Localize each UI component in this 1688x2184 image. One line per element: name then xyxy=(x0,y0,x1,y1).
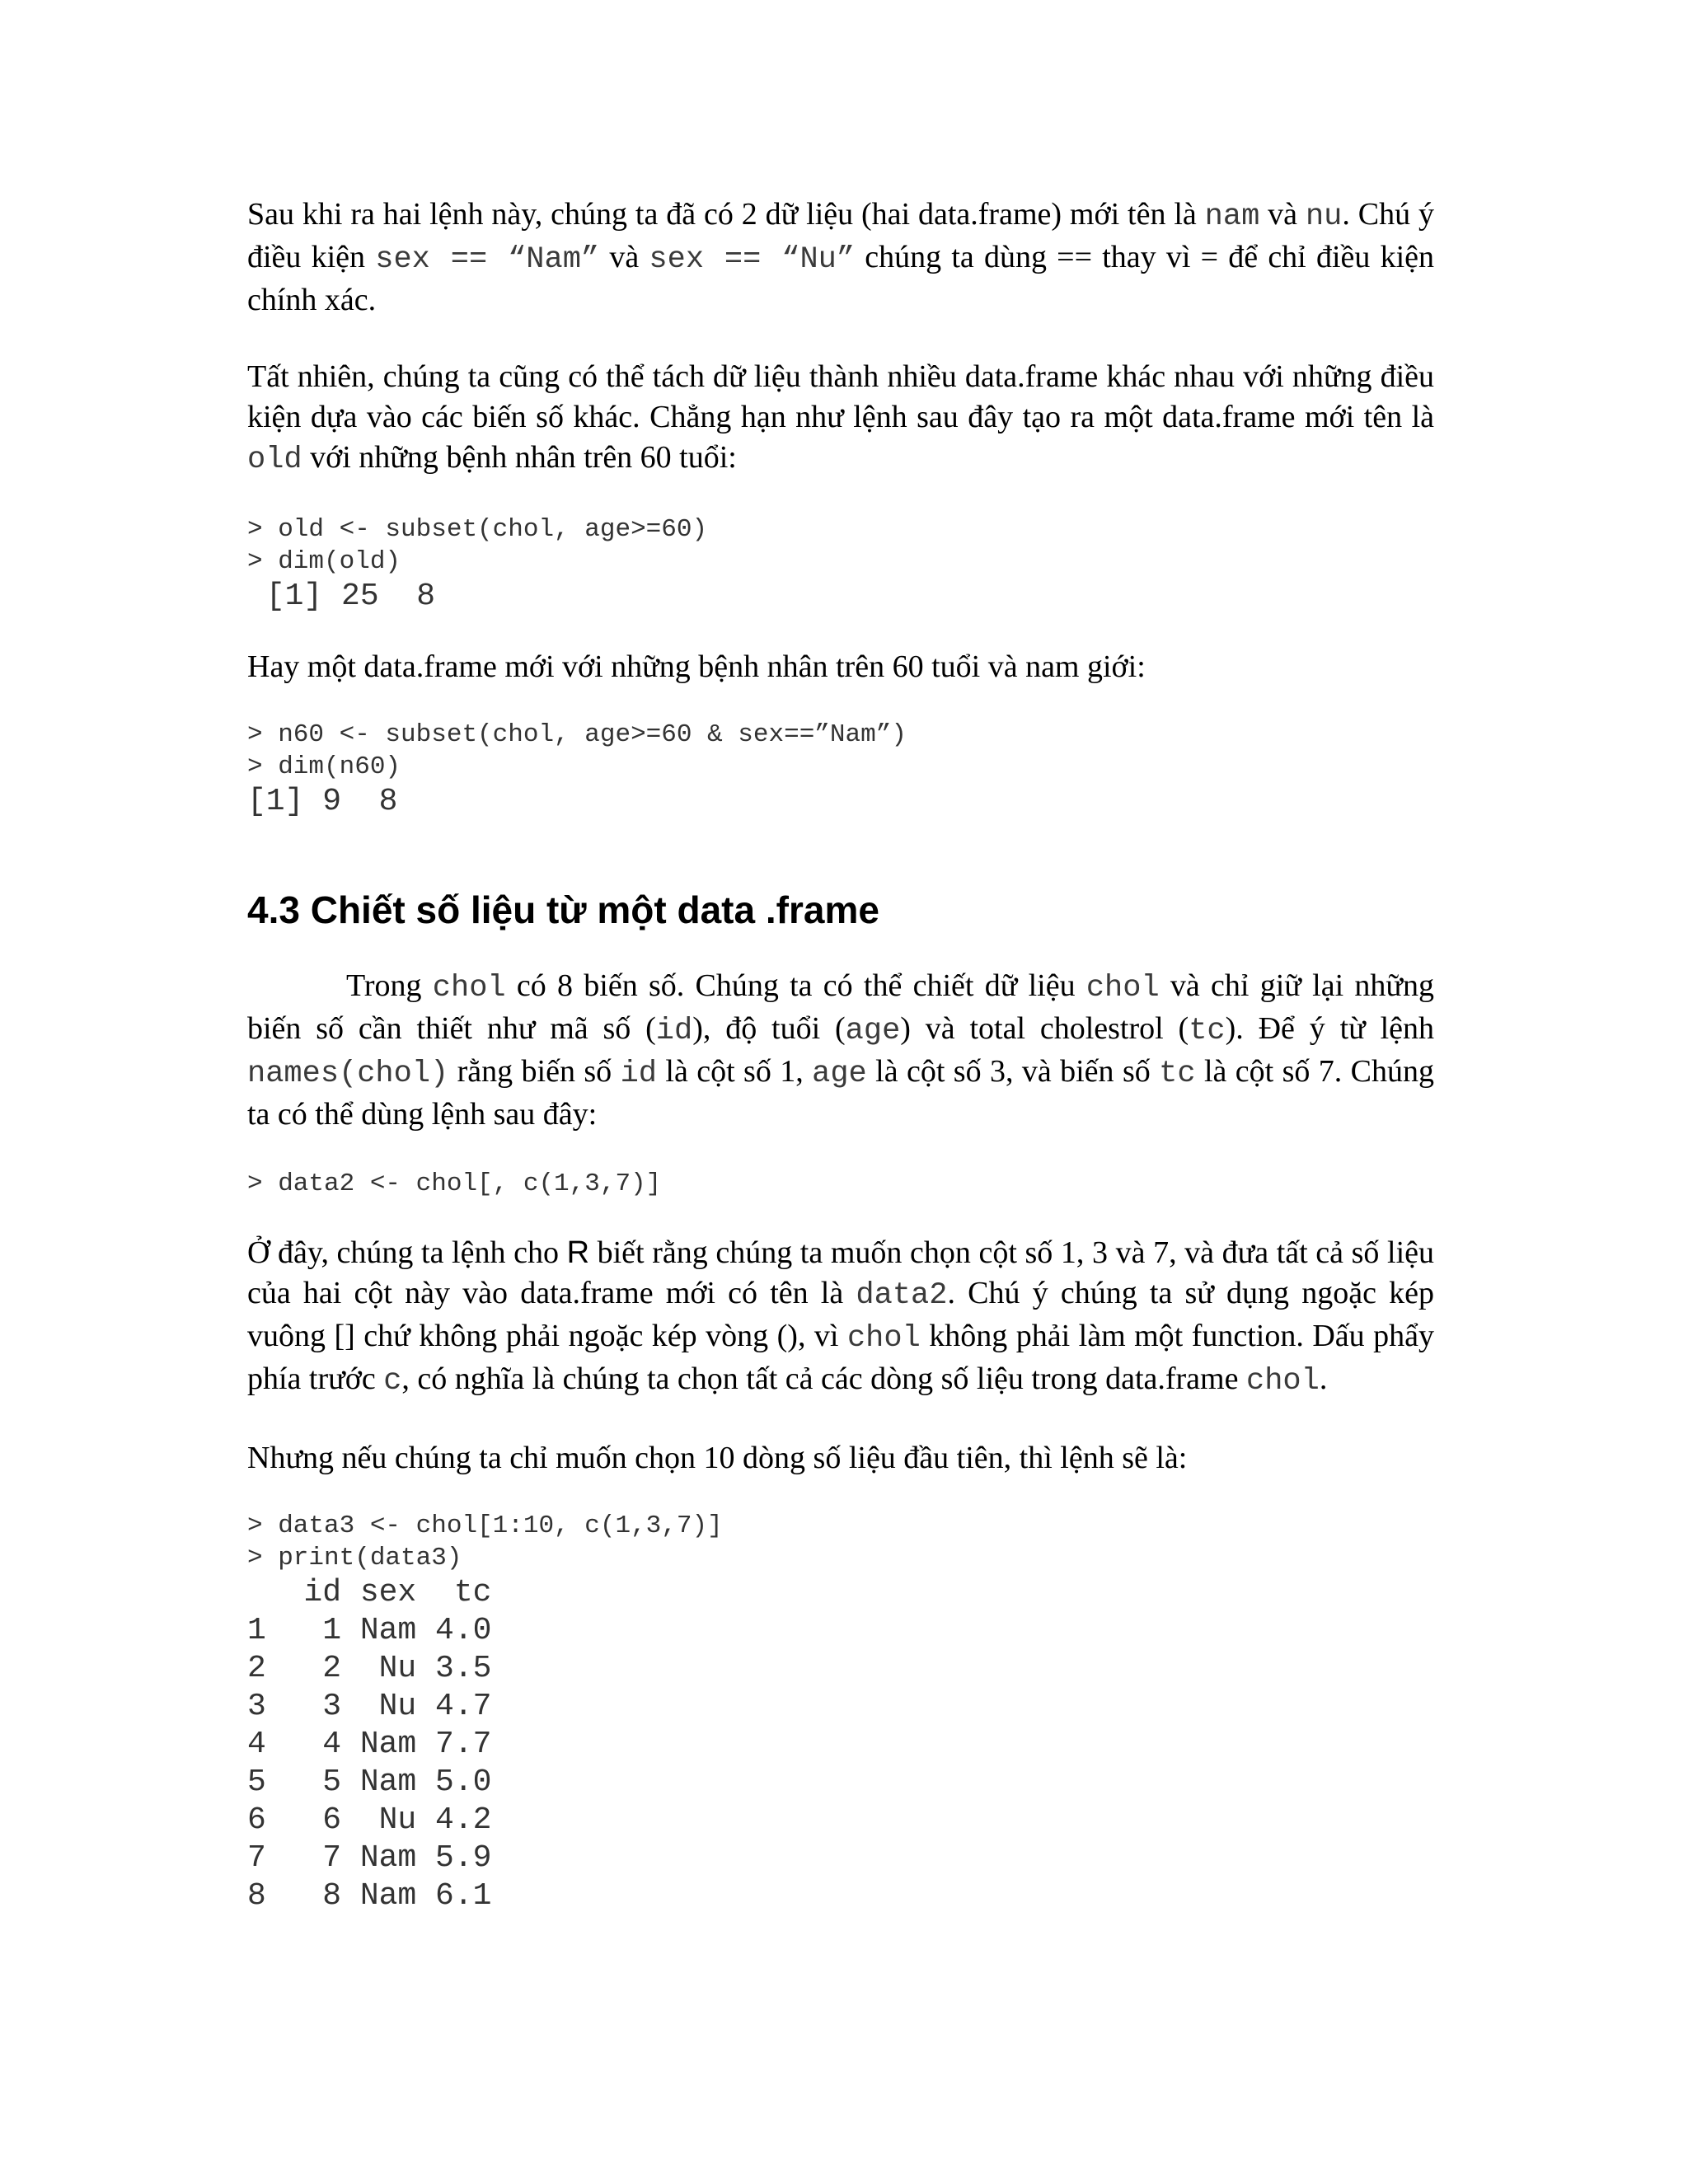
code-block-4 xyxy=(247,1510,1434,1915)
code-line: > print(data3) xyxy=(247,1544,462,1572)
text: ). Để ý từ lệnh xyxy=(1225,1011,1434,1046)
inline-code: id xyxy=(620,1057,657,1091)
inline-code: names(chol) xyxy=(247,1057,449,1091)
text: rằng biến số xyxy=(448,1054,621,1089)
output-table-row: 7 7 Nam 5.9 xyxy=(247,1840,492,1876)
text: ) và total cholestrol ( xyxy=(900,1011,1189,1046)
output-table-row: 2 2 Nu 3.5 xyxy=(247,1651,492,1686)
code-line: > data3 <- chol[1:10, c(1,3,7)] xyxy=(247,1511,723,1540)
code-block-1 xyxy=(247,513,1434,616)
output-table-row: 1 1 Nam 4.0 xyxy=(247,1613,492,1648)
paragraph-1 xyxy=(247,194,1434,321)
text: chúng ta dùng == thay vì = để chỉ điều kiện chính xác. xyxy=(247,240,1434,317)
text: . xyxy=(1319,1361,1328,1396)
paragraph-4 xyxy=(247,966,1434,1135)
paragraph-2 xyxy=(247,357,1434,480)
inline-code: nam xyxy=(1204,199,1260,234)
output-table-row: 6 6 Nu 4.2 xyxy=(247,1802,492,1838)
r-language-name: R xyxy=(566,1235,590,1270)
code-line: > n60 <- subset(chol, age>=60 & sex==”Nam”) xyxy=(247,720,907,749)
text: và xyxy=(599,240,649,274)
text: với những bệnh nhân trên 60 tuổi: xyxy=(302,440,737,475)
inline-code: nu xyxy=(1305,199,1343,234)
text: . Chú ý điều kiện xyxy=(247,197,1434,274)
text: Sau khi ra hai lệnh này, chúng ta đã có 2 dữ liệu (hai data.frame) mới tên là xyxy=(247,197,1205,232)
text: . Chú ý chúng ta sử dụng ngoặc kép vuông [] chứ không phải ngoặc kép vòng (), vì xyxy=(247,1276,1435,1353)
inline-code: chol xyxy=(432,971,506,1005)
output-table-row: 5 5 Nam 5.0 xyxy=(247,1765,492,1800)
code-line: > dim(n60) xyxy=(247,752,401,781)
inline-code: age xyxy=(845,1014,901,1048)
text: Tất nhiên, chúng ta cũng có thể tách dữ liệu thành nhiều data.frame khác nhau với những điều kiện dựa vào các biến số khác. Chẳng hạn như lệnh sau đây tạo ra một data.frame mới tên là xyxy=(247,359,1434,434)
text: Ở đây, chúng ta lệnh cho xyxy=(247,1235,567,1270)
inline-code: c xyxy=(383,1364,402,1399)
paragraph-3: Hay một data.frame mới với những bệnh nhân trên 60 tuổi và nam giới: xyxy=(247,649,1146,684)
text: , có nghĩa là chúng ta chọn tất cả các dòng số liệu trong data.frame xyxy=(401,1361,1246,1396)
inline-code: chol xyxy=(1085,971,1160,1005)
text: là cột số 1, xyxy=(657,1054,813,1089)
code-output: [1] 25 8 xyxy=(247,579,436,614)
text: Trong xyxy=(346,968,433,1003)
section-heading: 4.3 Chiết số liệu từ một data .frame xyxy=(247,888,879,931)
code-output: [1] 9 8 xyxy=(247,784,398,819)
output-table-row: 4 4 Nam 7.7 xyxy=(247,1727,492,1762)
output-table-row: 3 3 Nu 4.7 xyxy=(247,1689,492,1724)
inline-code: old xyxy=(247,443,302,477)
code-line: > old <- subset(chol, age>=60) xyxy=(247,515,708,544)
inline-code: tc xyxy=(1159,1057,1196,1091)
code-block-3 xyxy=(247,1168,1434,1200)
code-block-2 xyxy=(247,719,1434,821)
output-table-row: 8 8 Nam 6.1 xyxy=(247,1878,492,1914)
inline-code: chol xyxy=(1245,1364,1320,1399)
text: và chỉ giữ lại những biến số cần thiết như mã số ( xyxy=(247,968,1435,1046)
text: không phải làm một function. Dấu phẩy phía trước xyxy=(247,1319,1434,1396)
text: có 8 biến số. Chúng ta có thể chiết dữ liệu xyxy=(505,968,1086,1003)
inline-code: sex == “Nu” xyxy=(649,242,856,277)
inline-code: tc xyxy=(1189,1014,1226,1048)
paragraph-5 xyxy=(247,1233,1434,1402)
code-line: > data2 <- chol[, c(1,3,7)] xyxy=(247,1169,662,1198)
output-table-header: id sex tc xyxy=(247,1575,492,1610)
paragraph-6: Nhưng nếu chúng ta chỉ muốn chọn 10 dòng số liệu đầu tiên, thì lệnh sẽ là: xyxy=(247,1441,1188,1475)
text: ), độ tuổi ( xyxy=(692,1011,846,1046)
text: là cột số 7. Chúng ta có thể dùng lệnh sau đây: xyxy=(247,1054,1435,1132)
code-line: > dim(old) xyxy=(247,547,401,576)
inline-code: data2 xyxy=(856,1278,948,1313)
text: và xyxy=(1259,197,1306,232)
text: là cột số 3, và biến số xyxy=(866,1054,1160,1089)
document-page xyxy=(247,194,1434,1915)
inline-code: sex == “Nam” xyxy=(375,242,600,277)
inline-code: age xyxy=(812,1057,867,1091)
text: biết rằng chúng ta muốn chọn cột số 1, 3 và 7, và đưa tất cả số liệu của hai cột này vào data.frame mới có tên là xyxy=(247,1235,1435,1310)
inline-code: id xyxy=(655,1014,693,1048)
inline-code: chol xyxy=(846,1321,921,1356)
